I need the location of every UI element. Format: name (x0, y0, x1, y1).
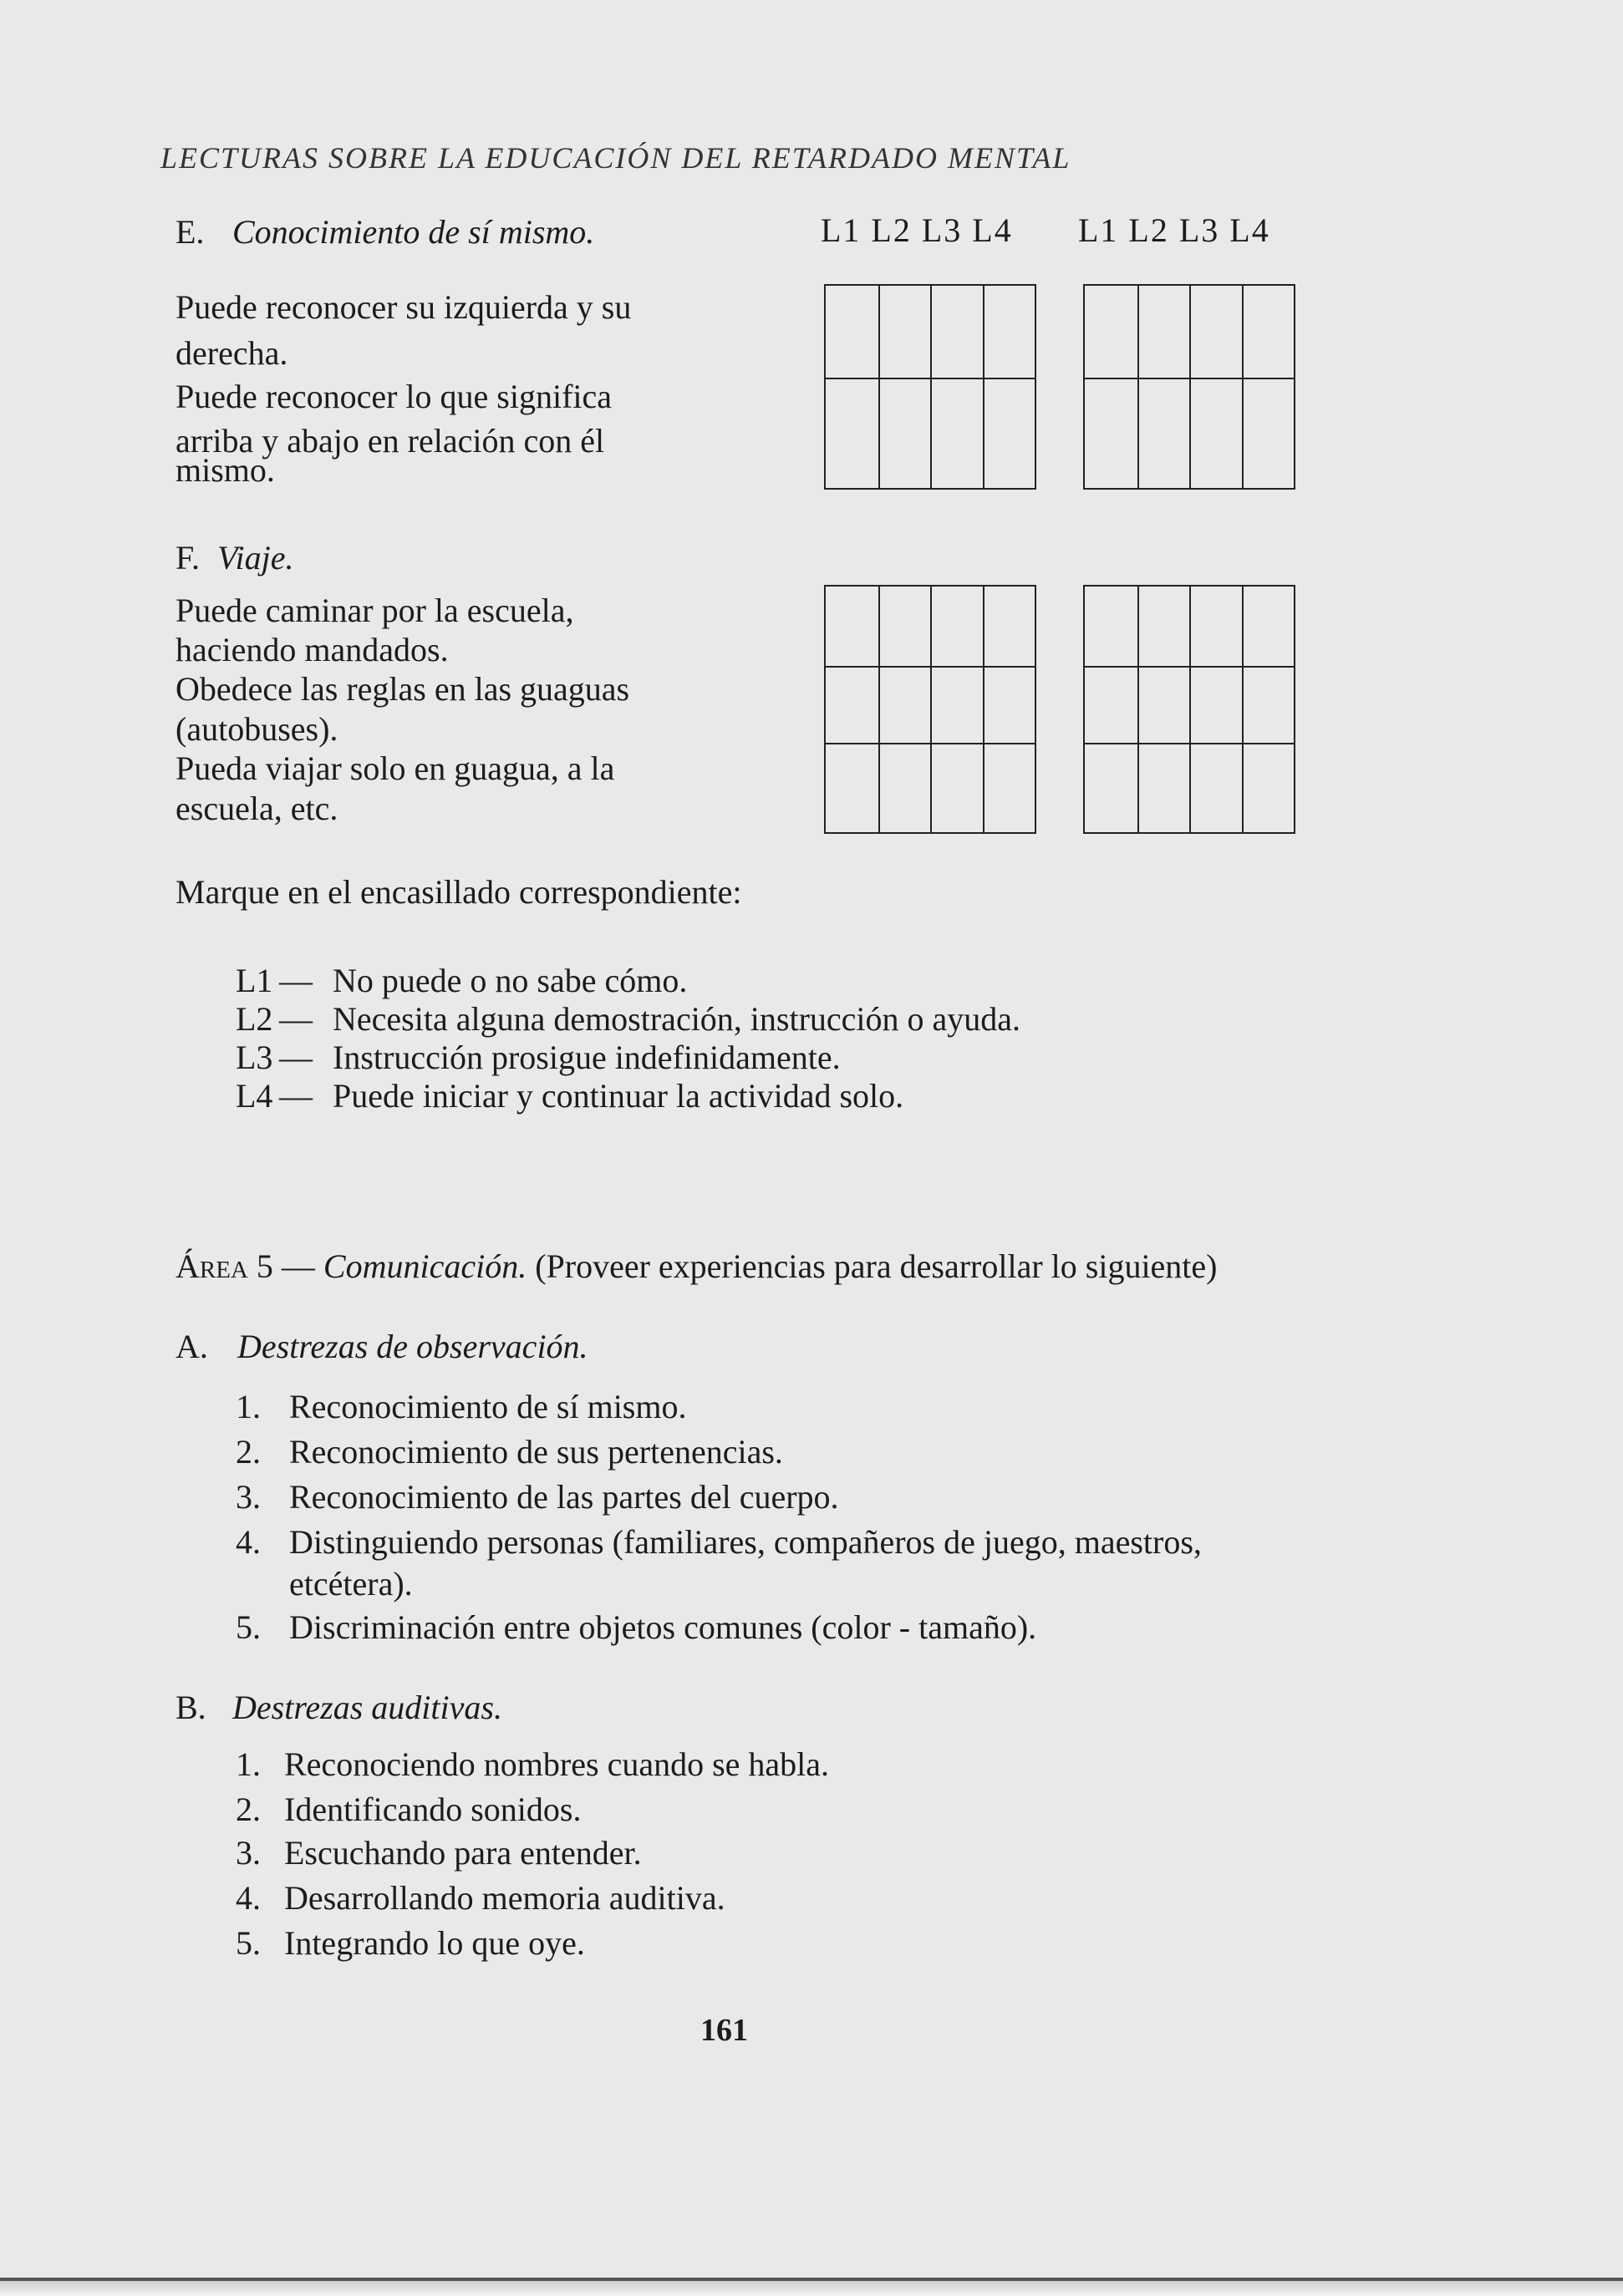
item-e2-line3: mismo. (176, 451, 275, 489)
a-item-3-text: Reconocimiento de las partes del cuerpo. (289, 1478, 839, 1516)
grid-cell[interactable] (1189, 744, 1191, 832)
item-e2-line2: arriba y abajo en relación con él (176, 422, 605, 460)
grid-row (1085, 284, 1294, 378)
grid-cell[interactable] (878, 744, 880, 832)
instructions-prompt: Marque en el encasillado correspondiente: (176, 873, 742, 911)
sub-b-title: Destrezas auditivas. (232, 1689, 502, 1726)
grid-row (1085, 378, 1294, 490)
page-bottom-edge (0, 2278, 1623, 2296)
section-f-label: F. (176, 539, 201, 577)
grid-row (1085, 666, 1294, 743)
level-code-l2: L2 (236, 1000, 273, 1038)
level-header-left: L1 L2 L3 L4 (821, 211, 1013, 249)
level-code-l1: L1 (236, 962, 273, 999)
item-f2-line2: (autobuses). (176, 710, 338, 748)
level-dash-l1: — (279, 962, 313, 999)
b-item-5-text: Integrando lo que oye. (284, 1924, 585, 1962)
grid-cell[interactable] (1137, 668, 1139, 743)
item-e2-line1: Puede reconocer lo que significa (176, 378, 613, 415)
grid-cell[interactable] (1242, 587, 1244, 666)
a-item-4-text: Distinguiendo personas (familiares, compañeros de juego, maestros, (289, 1523, 1202, 1561)
grid-cell[interactable] (930, 668, 932, 743)
level-code-l3: L3 (236, 1039, 273, 1076)
grid-cell[interactable] (1137, 286, 1139, 378)
grid-cell[interactable] (1242, 286, 1244, 378)
item-e1-line2: derecha. (176, 334, 288, 372)
area-title: Comunicación. (323, 1247, 527, 1285)
item-f3-line2: escuela, etc. (176, 790, 338, 827)
b-item-1-text: Reconociendo nombres cuando se habla. (284, 1745, 830, 1783)
grid-cell[interactable] (983, 379, 984, 488)
rating-grid-e-left (824, 284, 1036, 490)
grid-cell[interactable] (1242, 668, 1244, 743)
grid-cell[interactable] (930, 587, 932, 666)
a-item-2-text: Reconocimiento de sus pertenencias. (289, 1433, 783, 1471)
grid-cell[interactable] (878, 286, 880, 378)
item-f1-line2: haciendo mandados. (176, 631, 449, 668)
item-f1-line1: Puede caminar por la escuela, (176, 592, 574, 629)
item-e1-line1: Puede reconocer su izquierda y su (176, 288, 632, 326)
area-word-rest: REA (199, 1257, 248, 1283)
grid-cell[interactable] (1242, 744, 1244, 832)
section-e-label: E. (176, 213, 205, 251)
grid-cell[interactable] (930, 379, 932, 488)
rating-grid-f-left (824, 585, 1036, 834)
section-f-title: Viaje. (217, 539, 294, 577)
grid-cell[interactable] (1189, 668, 1191, 743)
level-text-l2: Necesita alguna demostración, instrucción o ayuda. (333, 1000, 1021, 1038)
a-item-1-num: 1. (236, 1388, 261, 1425)
level-text-l1: No puede o no sabe cómo. (333, 962, 688, 999)
area-word-first: Á (176, 1247, 200, 1285)
grid-cell[interactable] (878, 379, 880, 488)
a-item-4-text-cont: etcétera). (289, 1565, 413, 1603)
level-text-l3: Instrucción prosigue indefinidamente. (333, 1039, 841, 1076)
section-e-title: Conocimiento de sí mismo. (232, 213, 595, 251)
sub-a-label: A. (176, 1328, 208, 1365)
sub-a-title: Destrezas de observación. (237, 1328, 588, 1365)
a-item-5-num: 5. (236, 1608, 261, 1646)
b-item-5-num: 5. (236, 1924, 261, 1962)
grid-cell[interactable] (1242, 379, 1244, 488)
sub-b-label: B. (176, 1689, 206, 1726)
a-item-1-text: Reconocimiento de sí mismo. (289, 1388, 687, 1425)
b-item-2-num: 2. (236, 1791, 261, 1828)
grid-cell[interactable] (1137, 587, 1139, 666)
grid-row (826, 743, 1035, 834)
grid-cell[interactable] (878, 668, 880, 743)
area-heading (176, 1243, 1218, 1293)
level-dash-l4: — (279, 1077, 313, 1115)
grid-cell[interactable] (1189, 286, 1191, 378)
grid-cell[interactable] (1137, 379, 1139, 488)
b-item-4-num: 4. (236, 1879, 261, 1917)
a-item-3-num: 3. (236, 1478, 261, 1516)
level-header-right: L1 L2 L3 L4 (1078, 211, 1270, 249)
grid-cell[interactable] (983, 744, 984, 832)
grid-cell[interactable] (983, 286, 984, 378)
grid-cell[interactable] (878, 587, 880, 666)
area-dash: — (281, 1247, 315, 1285)
area-number: 5 (256, 1247, 273, 1285)
running-header: LECTURAS SOBRE LA EDUCACIÓN DEL RETARDADO MENTAL (160, 141, 1071, 175)
area-subtitle: (Proveer experiencias para desarrollar lo siguiente) (535, 1247, 1218, 1285)
grid-cell[interactable] (930, 744, 932, 832)
a-item-2-num: 2. (236, 1433, 261, 1471)
grid-cell[interactable] (983, 668, 984, 743)
b-item-3-num: 3. (236, 1834, 261, 1872)
level-dash-l3: — (279, 1039, 313, 1076)
b-item-1-num: 1. (236, 1745, 261, 1783)
b-item-2-text: Identificando sonidos. (284, 1791, 582, 1828)
grid-row (826, 666, 1035, 743)
level-dash-l2: — (279, 1000, 313, 1038)
level-text-l4: Puede iniciar y continuar la actividad solo. (333, 1077, 904, 1115)
b-item-4-text: Desarrollando memoria auditiva. (284, 1879, 725, 1917)
b-item-3-text: Escuchando para entender. (284, 1834, 642, 1872)
grid-cell[interactable] (983, 587, 984, 666)
level-code-l4: L4 (236, 1077, 273, 1115)
grid-row (826, 284, 1035, 378)
page-number: 161 (700, 2013, 748, 2048)
item-f2-line1: Obedece las reglas en las guaguas (176, 670, 630, 708)
grid-row (826, 378, 1035, 490)
grid-row (1085, 743, 1294, 834)
rating-grid-f-right (1083, 585, 1295, 834)
grid-row (826, 585, 1035, 666)
rating-grid-e-right (1083, 284, 1295, 490)
a-item-5-text: Discriminación entre objetos comunes (color - tamaño). (289, 1608, 1037, 1646)
grid-cell[interactable] (930, 286, 932, 378)
item-f3-line1: Pueda viajar solo en guagua, a la (176, 749, 615, 787)
a-item-4-num: 4. (236, 1523, 261, 1561)
grid-row (1085, 585, 1294, 666)
grid-cell[interactable] (1189, 587, 1191, 666)
grid-cell[interactable] (1137, 744, 1139, 832)
grid-cell[interactable] (1189, 379, 1191, 488)
